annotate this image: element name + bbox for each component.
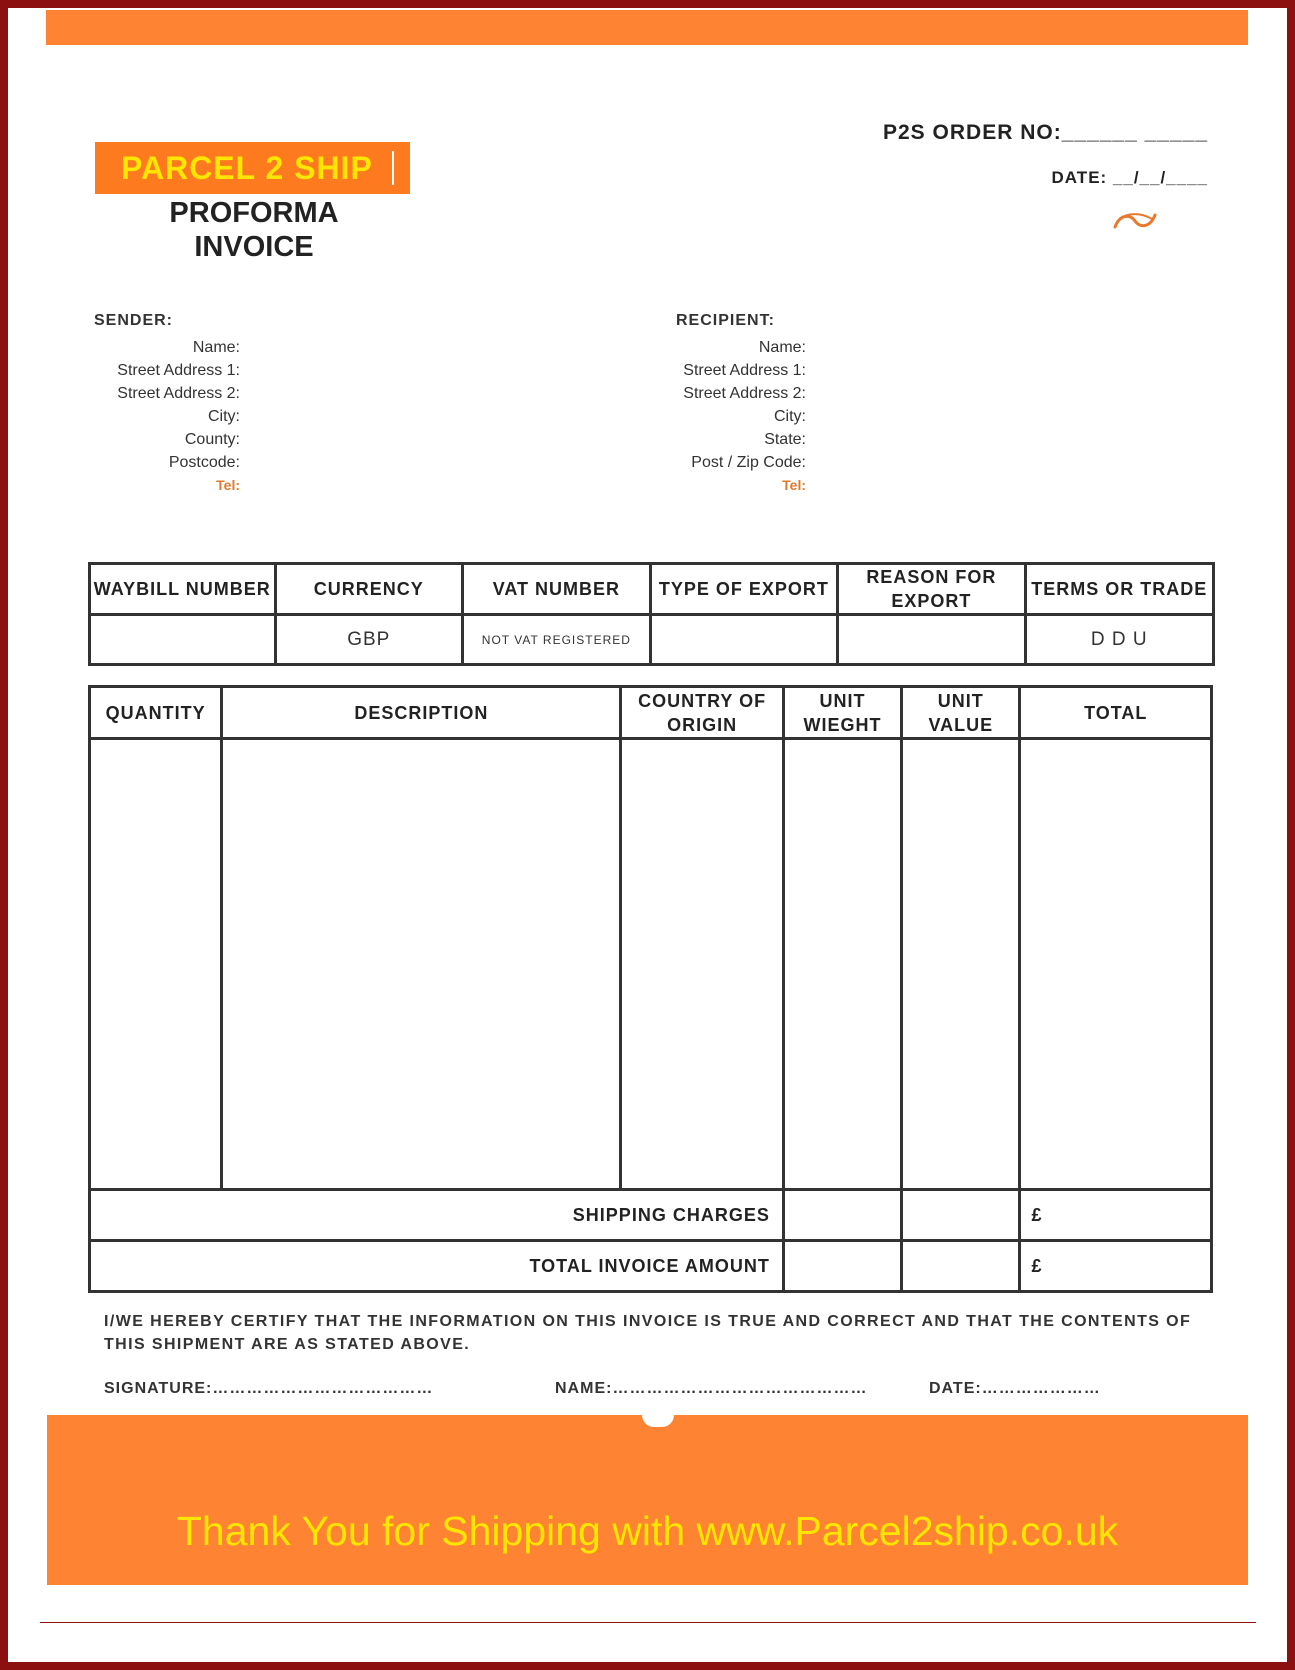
recipient-heading: RECIPIENT: bbox=[676, 312, 775, 329]
unit-weight-header: UNIT WIEGHT bbox=[783, 687, 901, 739]
total-invoice-label: TOTAL INVOICE AMOUNT bbox=[90, 1241, 784, 1292]
type-of-export-value[interactable] bbox=[650, 615, 837, 665]
reason-for-export-value[interactable] bbox=[838, 615, 1025, 665]
total-invoice-value-cell[interactable] bbox=[902, 1241, 1020, 1292]
shipping-charges-weight-cell[interactable] bbox=[783, 1190, 901, 1241]
order-number: P2S ORDER NO:______ _____ bbox=[883, 121, 1208, 144]
recipient-tel-label: Tel: bbox=[782, 477, 806, 493]
unit-value-header: UNIT VALUE bbox=[902, 687, 1020, 739]
shipping-charges-label: SHIPPING CHARGES bbox=[90, 1190, 784, 1241]
bottom-rule bbox=[40, 1622, 1256, 1623]
total-cell[interactable] bbox=[1020, 739, 1212, 1190]
shipment-details-table bbox=[88, 562, 1215, 666]
waybill-value[interactable] bbox=[90, 615, 276, 665]
description-cell[interactable] bbox=[222, 739, 621, 1190]
footer-band bbox=[47, 1415, 1248, 1585]
name-line[interactable]: NAME:……………………………………… bbox=[555, 1380, 868, 1397]
country-of-origin-cell[interactable] bbox=[621, 739, 783, 1190]
recipient-street1-label: Street Address 1: bbox=[683, 362, 806, 379]
brand-logo: PARCEL 2 SHIP bbox=[95, 142, 410, 194]
waybill-header: WAYBILL NUMBER bbox=[90, 564, 276, 615]
total-header: TOTAL bbox=[1020, 687, 1212, 739]
shipping-charges-row bbox=[90, 1190, 1212, 1241]
vat-number-header: VAT NUMBER bbox=[463, 564, 651, 615]
terms-of-trade-header: TERMS OR TRADE bbox=[1025, 564, 1213, 615]
country-of-origin-header: COUNTRY OF ORIGIN bbox=[621, 687, 783, 739]
currency-header: CURRENCY bbox=[275, 564, 463, 615]
unit-value-cell[interactable] bbox=[902, 739, 1020, 1190]
shipping-charges-amount[interactable]: £ bbox=[1020, 1190, 1212, 1241]
sender-street2-label: Street Address 2: bbox=[117, 385, 240, 402]
items-header-row bbox=[90, 687, 1212, 739]
sender-block bbox=[94, 312, 240, 497]
recipient-block bbox=[676, 312, 806, 497]
footer-thanks: Thank You for Shipping with www.Parcel2ship.co.uk bbox=[176, 1508, 1119, 1554]
sender-county-label: County: bbox=[184, 431, 240, 448]
recipient-street2-label: Street Address 2: bbox=[683, 385, 806, 402]
currency-value[interactable]: GBP bbox=[275, 615, 463, 665]
shipment-header-row bbox=[90, 564, 1214, 615]
sender-street1-label: Street Address 1: bbox=[117, 362, 240, 379]
document-title-line1: PROFORMA bbox=[169, 197, 339, 229]
description-header: DESCRIPTION bbox=[222, 687, 621, 739]
signature-line[interactable]: SIGNATURE:………………………………… bbox=[104, 1380, 434, 1397]
terms-of-trade-value[interactable]: D D U bbox=[1025, 615, 1213, 665]
document-title bbox=[130, 196, 378, 264]
sender-name-label: Name: bbox=[192, 339, 240, 356]
sender-tel-label: Tel: bbox=[216, 477, 240, 493]
type-of-export-header: TYPE OF EXPORT bbox=[650, 564, 837, 615]
vat-number-value[interactable]: NOT VAT REGISTERED bbox=[463, 615, 651, 665]
document-title-line2: INVOICE bbox=[194, 231, 314, 263]
sender-city-label: City: bbox=[208, 408, 240, 425]
recipient-city-label: City: bbox=[774, 408, 806, 425]
shipment-value-row bbox=[90, 615, 1214, 665]
unit-weight-cell[interactable] bbox=[783, 739, 901, 1190]
recipient-state-label: State: bbox=[764, 431, 806, 448]
top-accent-band bbox=[46, 10, 1248, 45]
recipient-zip-label: Post / Zip Code: bbox=[691, 454, 806, 471]
shipping-charges-value-cell[interactable] bbox=[902, 1190, 1020, 1241]
quantity-cell[interactable] bbox=[90, 739, 222, 1190]
recipient-name-label: Name: bbox=[758, 339, 806, 356]
total-invoice-weight-cell[interactable] bbox=[783, 1241, 901, 1292]
sender-heading: SENDER: bbox=[94, 312, 174, 329]
quantity-header: QUANTITY bbox=[90, 687, 222, 739]
total-invoice-row bbox=[90, 1241, 1212, 1292]
signature-date-line[interactable]: DATE:………………… bbox=[929, 1380, 1101, 1397]
sender-postcode-label: Postcode: bbox=[168, 454, 240, 471]
total-invoice-amount[interactable]: £ bbox=[1020, 1241, 1212, 1292]
items-body-row bbox=[90, 739, 1212, 1190]
decorative-swirl-icon bbox=[1112, 210, 1158, 232]
order-date: DATE: __/__/____ bbox=[1051, 168, 1208, 187]
certification-statement: I/WE HEREBY CERTIFY THAT THE INFORMATION ON THIS INVOICE IS TRUE AND CORRECT AND THAT THE CONTENTS OF THIS SHIPMENT ARE AS STATED ABOVE. bbox=[104, 1313, 1192, 1353]
items-table bbox=[88, 685, 1213, 1293]
reason-for-export-header: REASON FOR EXPORT bbox=[838, 564, 1025, 615]
